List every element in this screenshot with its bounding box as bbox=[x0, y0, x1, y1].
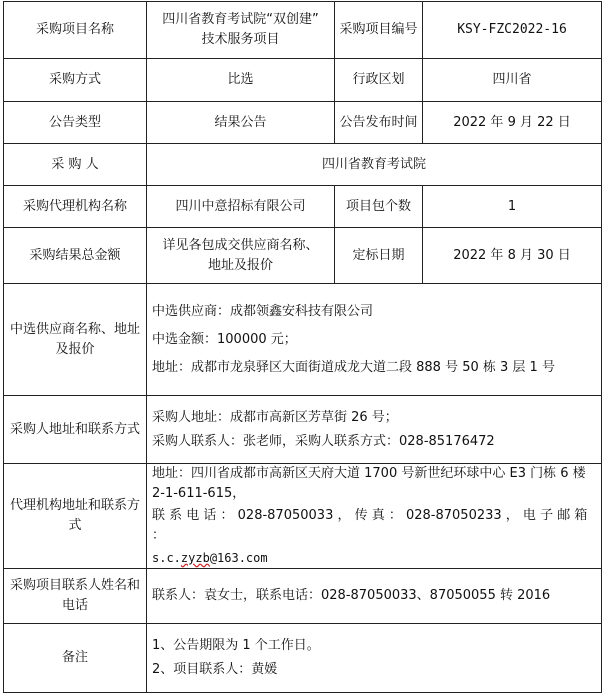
notice-type-label: 公告类型 bbox=[4, 102, 147, 144]
supplier-label bbox=[4, 284, 147, 396]
agency-email-prefix: s.c. bbox=[152, 551, 181, 565]
region-value: 四川省 bbox=[423, 59, 602, 102]
agency-contact-label bbox=[4, 464, 147, 569]
project-code-value: KSY-FZC2022-16 bbox=[423, 2, 602, 59]
row-total-amount bbox=[4, 228, 602, 284]
remarks-item-1: 1、公告期限为 1 个工作日。 bbox=[152, 638, 320, 653]
project-contact-value: 联系人：袁女士，联系电话：028-87050033、87050055 转 2016 bbox=[147, 569, 602, 624]
row-notice-type bbox=[4, 102, 602, 144]
agency-email bbox=[152, 548, 596, 568]
region-label: 行政区划 bbox=[335, 59, 423, 102]
agency-email-mid: zyzb bbox=[180, 551, 210, 565]
remarks-details bbox=[147, 624, 602, 693]
row-remarks bbox=[4, 624, 602, 693]
lots-label: 项目包个数 bbox=[335, 186, 423, 228]
total-amount-line1: 详见各包成交供应商名称、 bbox=[162, 237, 319, 253]
project-name-label: 采购项目名称 bbox=[4, 2, 147, 59]
agency-label: 采购代理机构名称 bbox=[4, 186, 147, 228]
row-agency bbox=[4, 186, 602, 228]
agency-contact-label-line1: 代理机构地址和联系方 bbox=[9, 498, 140, 513]
row-purchaser bbox=[4, 144, 602, 186]
purchaser-contact-person: 采购人联系人：张老师，采购人联系方式：028-85176472 bbox=[152, 433, 495, 449]
award-date-label: 定标日期 bbox=[335, 228, 423, 284]
purchaser-contact-label: 采购人地址和联系方式 bbox=[4, 396, 147, 464]
agency-address: 地址：四川省成都市高新区天府大道 1700 号新世纪环球中心 E3 门栋 6 楼 2-1-611-615， bbox=[152, 466, 586, 501]
supplier-address: 地址：成都市龙泉驿区大面街道成龙大道二段 888 号 50 栋 3 层 1 号 bbox=[152, 359, 555, 375]
project-code-label: 采购项目编号 bbox=[335, 2, 423, 59]
agency-phone-fax: 联 系 电 话 ： 028-87050033 ， 传 真 ： 028-87050233 ， 电 子 邮 箱 ： bbox=[152, 508, 588, 543]
row-agency-contact bbox=[4, 464, 602, 569]
project-name-line2: 技术服务项目 bbox=[201, 32, 280, 47]
project-contact-label bbox=[4, 569, 147, 624]
publish-date-value: 2022 年 9 月 22 日 bbox=[423, 102, 602, 144]
supplier-amount: 中选金额：100000 元； bbox=[152, 331, 297, 347]
notice-type-value: 结果公告 bbox=[147, 102, 335, 144]
agency-contact-label-line2: 式 bbox=[68, 518, 82, 533]
supplier-name: 中选供应商：成都领鑫安科技有限公司 bbox=[152, 303, 374, 319]
total-amount-label: 采购结果总金额 bbox=[4, 228, 147, 284]
supplier-label-line2: 及报价 bbox=[55, 341, 95, 357]
remarks-label: 备注 bbox=[4, 624, 147, 693]
agency-contact-details bbox=[147, 464, 602, 569]
award-date-value: 2022 年 8 月 30 日 bbox=[423, 228, 602, 284]
agency-value: 四川中意招标有限公司 bbox=[147, 186, 335, 228]
supplier-label-line1: 中选供应商名称、地址 bbox=[9, 321, 140, 337]
total-amount-value bbox=[147, 228, 335, 284]
row-project-name bbox=[4, 2, 602, 59]
agency-email-suffix: @163.com bbox=[209, 551, 268, 565]
project-contact-label-line2: 电话 bbox=[61, 598, 88, 613]
total-amount-line2: 地址及报价 bbox=[207, 257, 273, 273]
row-project-contact bbox=[4, 569, 602, 624]
row-supplier bbox=[4, 284, 602, 396]
procurement-result-table bbox=[3, 1, 602, 693]
publish-date-label: 公告发布时间 bbox=[335, 102, 423, 144]
row-purchaser-contact bbox=[4, 396, 602, 464]
project-contact-label-line1: 采购项目联系人姓名和 bbox=[9, 578, 140, 593]
purchaser-contact-details bbox=[147, 396, 602, 464]
row-method bbox=[4, 59, 602, 102]
purchaser-value: 四川省教育考试院 bbox=[147, 144, 602, 186]
project-name-line1: 四川省教育考试院“双创建” bbox=[162, 12, 319, 27]
project-name-value bbox=[147, 2, 335, 59]
remarks-item-2: 2、项目联系人：黄媛 bbox=[152, 662, 278, 677]
purchaser-label: 采 购 人 bbox=[4, 144, 147, 186]
method-label: 采购方式 bbox=[4, 59, 147, 102]
purchaser-address: 采购人地址：成都市高新区芳草街 26 号； bbox=[152, 409, 398, 425]
method-value: 比选 bbox=[147, 59, 335, 102]
supplier-details bbox=[147, 284, 602, 396]
lots-value: 1 bbox=[423, 186, 602, 228]
